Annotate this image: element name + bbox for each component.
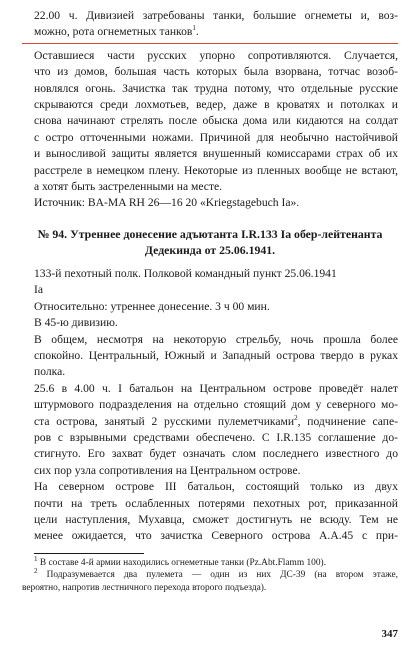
text-line: что из домов, большая часть которых была взорвана, тотчас возоб- <box>34 65 398 79</box>
meta-line: В 45-ю дивизию. <box>34 316 118 330</box>
diary-entry-2200 <box>22 8 398 41</box>
paragraph-assault <box>22 381 398 479</box>
footnote-2: $^2$ Подразумевается два пулемета — один из них ДС-39 (на втором этаже, вероятно, напротив лестничного перехода второго подъезда). <box>22 567 398 593</box>
text-line: менее ожидается, что зачистка Северного острова А.А.45 с при- <box>34 529 398 543</box>
text-line: ров с взрывными средствами обеспечено. С I.R.135 соглашение до- <box>34 430 398 444</box>
document-meta <box>22 266 398 332</box>
text-line: снова начинают стрелять после обыска дома или кидаются на солдат <box>34 114 398 128</box>
paragraph-night <box>22 332 398 381</box>
heading-line: Дедекинда от 25.06.1941. <box>144 242 276 257</box>
paragraph-resistance <box>22 48 398 196</box>
text-line: штурмового подразделения на отдельно стоящий дом у северного мо- <box>34 398 398 412</box>
text-line: можно, рота огнеметных танков$^1$. <box>34 24 199 39</box>
footnote-1: $^1$ В составе 4-й армии находились огнеметные танки (Pz.Abt.Flamm 100). <box>34 554 327 568</box>
paragraph-north-island <box>22 479 398 545</box>
meta-line: Относительно: утреннее донесение. 3 ч 00 мин. <box>34 299 270 313</box>
footnote-ref: 1 <box>192 24 196 33</box>
highlighted-entry <box>22 8 398 44</box>
text-line: ста острова, занятый 2 русскими пулеметчиками$^2$, подчинение сапе- <box>34 413 398 428</box>
footnote-ref: 2 <box>294 413 298 422</box>
document-heading <box>22 226 398 258</box>
text-line: Оставшиеся части русских упорно сопротивляются. Случается, <box>34 48 398 62</box>
text-line: 25.6 в 4.00 ч. I батальон на Центральном острове проведёт налет <box>34 381 398 395</box>
text-line: новлялся огонь. Зачистка так трудна потому, что отдельные русские <box>34 81 398 95</box>
page-number: 347 <box>381 628 398 640</box>
document-page <box>22 8 398 594</box>
text-line: и выносливой защиты является внушенный комиссарами страх об их <box>34 147 398 161</box>
text-line: стигнуто. Его захват будет означать слом последнего известного до <box>34 447 398 461</box>
text-line: скрываются среди лохмотьев, ведер, даже в кроватях и потолках и <box>34 98 398 112</box>
heading-line: № 94. Утреннее донесение адъютанта I.R.133 Ia обер-лейтенанта <box>37 226 383 241</box>
text-line: полка. <box>34 365 66 379</box>
text-line: цели наступления, Мухавца, сможет достигнуть не всюду. Тем не <box>34 512 398 526</box>
text-line: спокойно. Центральный, Южный и Западный острова твердо в руках <box>34 348 398 362</box>
text-line: сих пор узла сопротивления на Центральном острове. <box>34 463 301 477</box>
meta-line: Ia <box>34 283 44 297</box>
meta-line: 133-й пехотный полк. Полковой командный пункт 25.06.1941 <box>34 266 337 280</box>
text-line: 22.00 ч. Дивизией затребованы танки, большие огнеметы и, воз- <box>34 9 398 22</box>
text-line: почти на треть ослабленных потерями пехотных рот, приказанной <box>34 496 398 510</box>
text-line: В общем, несмотря на некоторую стрельбу, ночь прошла более <box>34 332 398 346</box>
footnote-divider <box>34 553 144 554</box>
text-line: с остро отточенными ножами. Причиной для необычно настойчивой <box>34 130 398 144</box>
text-line: На северном острове III батальон, состоящий только из двух <box>34 480 398 494</box>
text-line: расстреле в немецком плену. Некоторые из пленных вообще не встают, <box>34 163 398 177</box>
source-citation: Источник: BA-MA RH 26—16 20 «Kriegstagebuch Ia». <box>34 196 300 210</box>
text-line: а хотят быть застреленными на месте. <box>34 180 223 194</box>
